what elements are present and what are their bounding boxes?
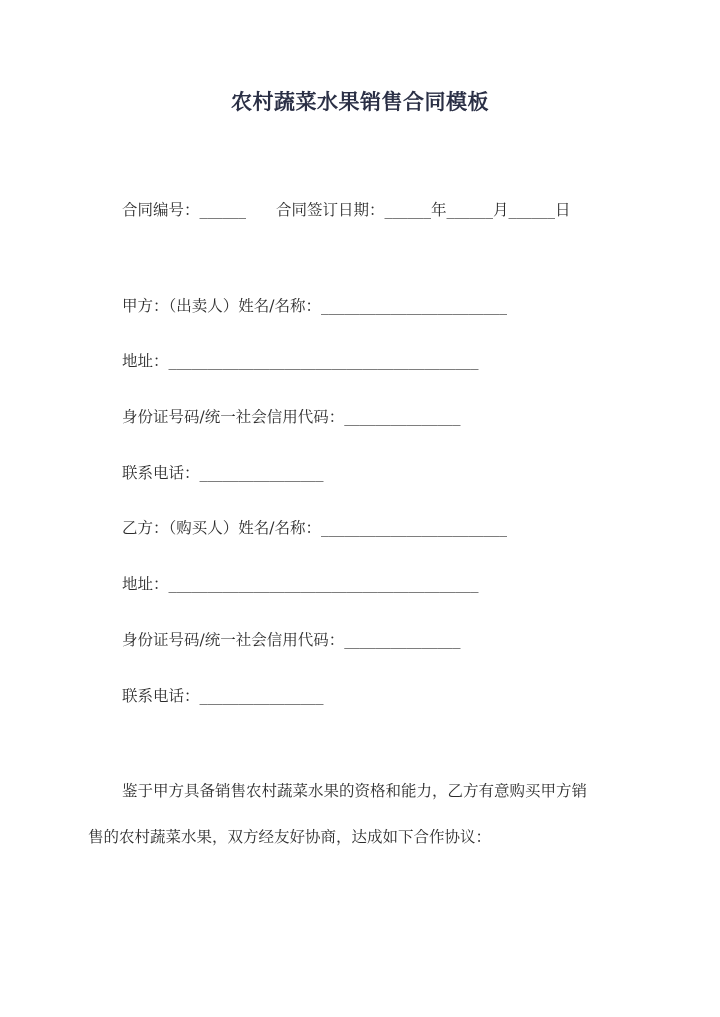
contract-number-field: 合同编号：______	[122, 201, 247, 219]
party-b-address: 地址：________________________________________	[122, 575, 479, 593]
preamble-line-2: 售的农村蔬菜水果，双方经友好协商，达成如下合作协议：	[88, 828, 492, 846]
party-a-address: 地址：________________________________________	[122, 352, 479, 370]
party-b-phone: 联系电话：________________	[122, 687, 324, 705]
preamble-line-1: 鉴于甲方具备销售农村蔬菜水果的资格和能力，乙方有意购买甲方销	[122, 782, 588, 800]
party-a-name: 甲方：（出卖人）姓名/名称：________________________	[122, 297, 507, 315]
party-b-name: 乙方：（购买人）姓名/名称：________________________	[122, 519, 507, 537]
sign-date-field: 合同签订日期：______年______月______日	[276, 201, 571, 219]
party-a-phone: 联系电话：________________	[122, 464, 324, 482]
document-title: 农村蔬菜水果销售合同模板	[231, 89, 489, 114]
contract-header-row	[122, 198, 571, 220]
party-b-id-code: 身份证号码/统一社会信用代码：_______________	[122, 631, 461, 649]
party-a-id-code: 身份证号码/统一社会信用代码：_______________	[122, 408, 461, 426]
